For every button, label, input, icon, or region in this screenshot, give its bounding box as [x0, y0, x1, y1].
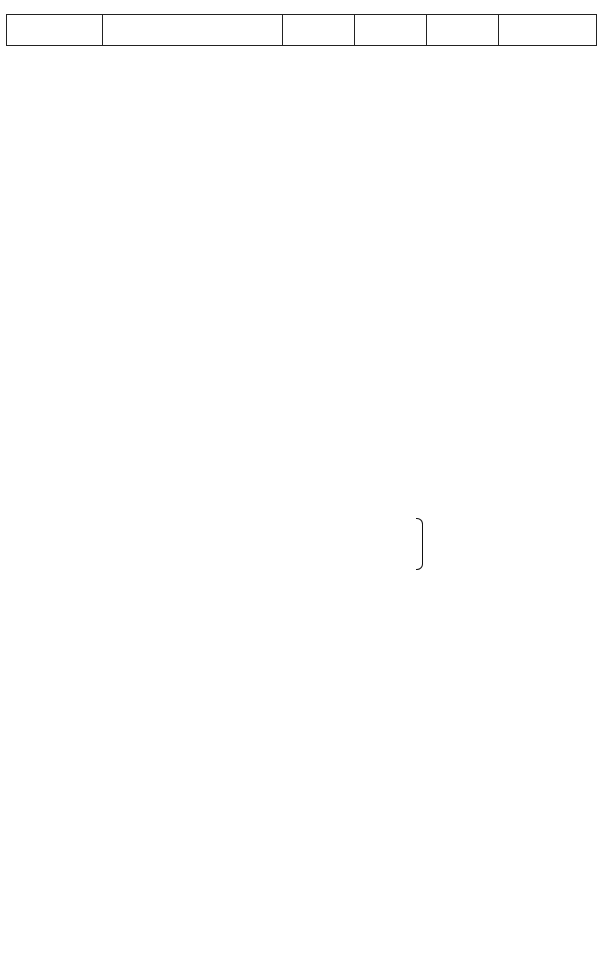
header-remarks — [499, 15, 597, 46]
header-col2 — [355, 15, 427, 46]
header-row — [7, 15, 597, 46]
header-item — [103, 15, 283, 46]
header-col3 — [427, 15, 499, 46]
merge-brace — [416, 518, 423, 570]
budget-table — [6, 14, 597, 46]
header-col1 — [283, 15, 355, 46]
header-ministry — [7, 15, 103, 46]
